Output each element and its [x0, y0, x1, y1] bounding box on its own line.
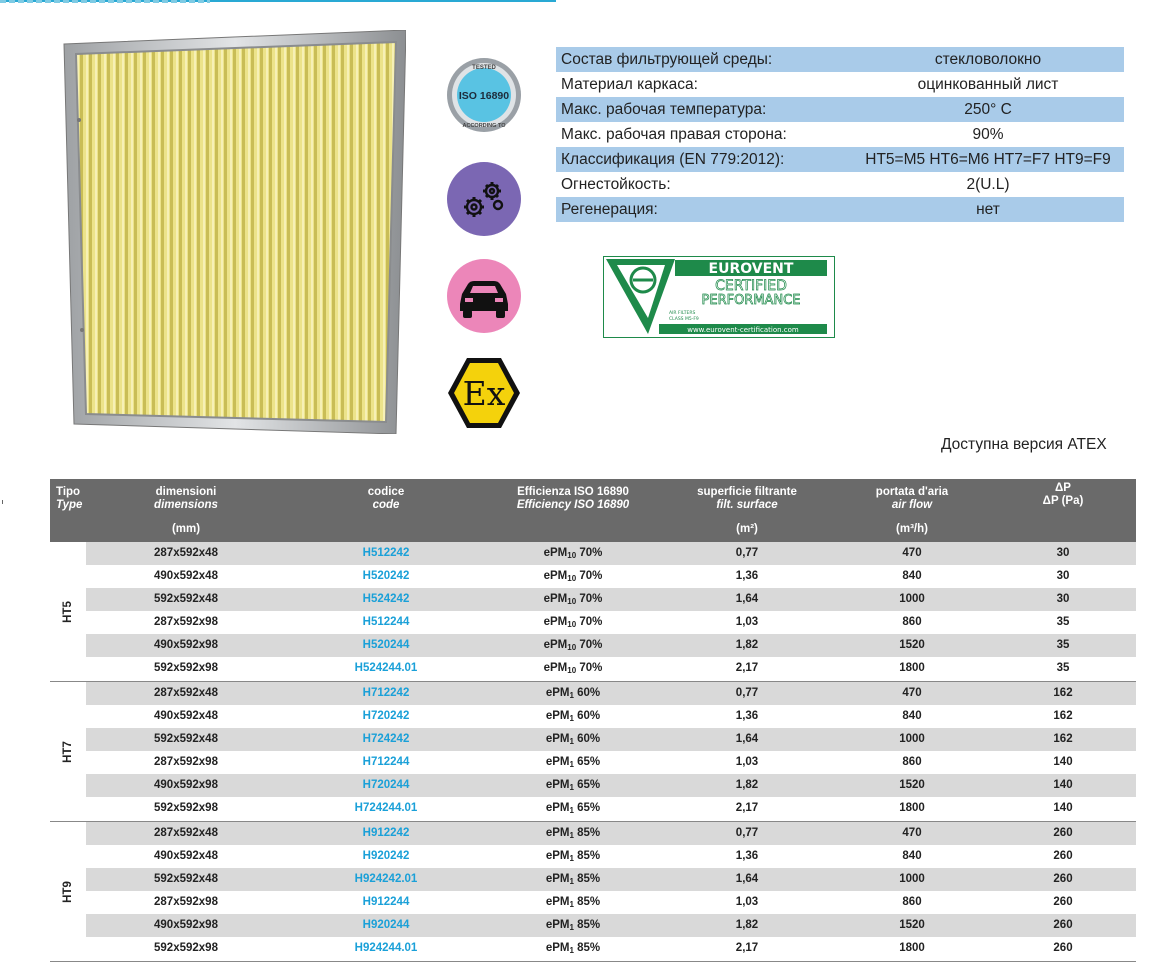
cell-product-code: H920242	[362, 850, 410, 862]
cell-air-flow: 1800	[899, 802, 925, 814]
cell-product-code: H524244.01	[354, 662, 418, 674]
cell-dimensions: 287x592x48	[154, 827, 218, 839]
cell-pressure-drop: 30	[1056, 570, 1070, 582]
efficiency-percent: 70%	[576, 616, 603, 628]
cell-efficiency	[486, 891, 660, 914]
efficiency-class: ePM	[545, 850, 570, 862]
row-group-ht7	[50, 682, 1136, 822]
efficiency-class: ePM	[543, 639, 568, 651]
cell-dimensions: 490x592x48	[154, 570, 218, 582]
header-pressure-drop	[990, 479, 1136, 542]
cell-efficiency	[486, 774, 660, 797]
header-code	[286, 479, 486, 542]
efficiency-subscript: 1	[569, 900, 574, 909]
cell-product-code: H720242	[362, 710, 410, 722]
cell-efficiency	[486, 565, 660, 588]
table-row	[86, 634, 1136, 657]
atex-ex-icon	[446, 355, 522, 431]
cell-filter-surface: 1,82	[735, 639, 759, 651]
table-row	[86, 751, 1136, 774]
efficiency-percent: 65%	[573, 802, 601, 814]
efficiency-class: ePM	[545, 919, 570, 931]
spec-value: 90%	[972, 125, 1004, 143]
specification-table	[556, 47, 1124, 222]
cell-air-flow: 860	[902, 756, 922, 768]
efficiency-class: ePM	[543, 662, 568, 674]
group-type-label	[50, 682, 86, 821]
efficiency-class: ePM	[543, 616, 568, 628]
spec-row	[556, 122, 1124, 147]
header-efficiency	[486, 479, 660, 542]
spec-label: Классификация (EN 779:2012):	[556, 147, 852, 172]
cell-efficiency	[486, 682, 660, 705]
cell-efficiency	[486, 588, 660, 611]
cell-filter-surface: 0,77	[735, 687, 759, 699]
cell-dimensions: 592x592x98	[154, 942, 218, 954]
atex-availability-note: Доступна версия ATEX	[941, 436, 1107, 453]
header-efficiency-it: Efficienza ISO 16890	[517, 486, 629, 498]
group-type-label	[50, 542, 86, 681]
group-type-label	[50, 822, 86, 961]
efficiency-class: ePM	[545, 756, 570, 768]
cell-pressure-drop: 162	[1053, 733, 1073, 745]
cell-filter-surface: 1,36	[735, 710, 759, 722]
cell-filter-surface: 0,77	[735, 547, 759, 559]
cell-air-flow: 1000	[899, 733, 925, 745]
efficiency-percent: 70%	[576, 593, 603, 605]
table-row	[86, 682, 1136, 705]
cell-dimensions: 592x592x48	[154, 873, 218, 885]
efficiency-class: ePM	[545, 827, 570, 839]
cell-product-code: H712242	[362, 687, 410, 699]
cell-product-code: H924242.01	[354, 873, 418, 885]
eurovent-certified: CERTIFIED	[715, 278, 787, 294]
cell-pressure-drop: 140	[1053, 779, 1073, 791]
header-airflow-en: air flow	[891, 499, 933, 511]
spec-label: Материал каркаса:	[561, 75, 698, 93]
table-row	[86, 728, 1136, 751]
cell-air-flow: 1000	[899, 873, 925, 885]
header-type	[50, 479, 86, 542]
table-row	[86, 845, 1136, 868]
header-dimensions-unit: (mm)	[171, 523, 201, 535]
efficiency-subscript: 10	[567, 551, 577, 560]
table-row	[86, 705, 1136, 728]
spec-label: Макс. рабочая температура:	[556, 97, 852, 122]
eurovent-title: EUROVENT	[708, 261, 794, 277]
spec-value: HT5=M5 HT6=M6 HT7=F7 HT9=F9	[852, 147, 1124, 172]
header-link-underline	[0, 0, 210, 3]
efficiency-percent: 65%	[573, 779, 601, 791]
cell-product-code: H924244.01	[354, 942, 418, 954]
cell-pressure-drop: 162	[1053, 687, 1073, 699]
header-type-it: Tipo	[56, 486, 81, 498]
efficiency-percent: 70%	[576, 639, 603, 651]
cell-filter-surface: 2,17	[735, 662, 759, 674]
efficiency-class: ePM	[545, 802, 570, 814]
efficiency-percent: 60%	[573, 710, 601, 722]
cell-dimensions: 287x592x98	[154, 756, 218, 768]
cell-dimensions: 287x592x98	[154, 616, 218, 628]
cell-product-code: H512244	[362, 616, 410, 628]
cell-air-flow: 840	[902, 850, 922, 862]
cell-air-flow: 1000	[899, 593, 925, 605]
cell-efficiency	[486, 611, 660, 634]
cell-filter-surface: 1,36	[735, 850, 759, 862]
cell-pressure-drop: 260	[1053, 873, 1073, 885]
cell-pressure-drop: 260	[1053, 827, 1073, 839]
cell-dimensions: 287x592x98	[154, 896, 218, 908]
cell-dimensions: 490x592x48	[154, 850, 218, 862]
cell-filter-surface: 1,03	[735, 896, 759, 908]
cell-pressure-drop: 260	[1053, 850, 1073, 862]
spec-value: 2(U.L)	[966, 175, 1010, 193]
cell-pressure-drop: 35	[1056, 662, 1070, 674]
cell-pressure-drop: 140	[1053, 756, 1073, 768]
ex-symbol-text: Ex	[462, 374, 506, 413]
table-row	[86, 774, 1136, 797]
efficiency-subscript: 1	[569, 806, 574, 815]
cell-efficiency	[486, 868, 660, 891]
cell-filter-surface: 1,82	[735, 779, 759, 791]
cell-product-code: H912244	[362, 896, 410, 908]
cell-efficiency	[486, 937, 660, 960]
panel-filter-image	[62, 30, 406, 434]
cell-pressure-drop: 260	[1053, 896, 1073, 908]
cell-efficiency	[486, 657, 660, 680]
spec-label: Состав фильтрующей среды:	[556, 47, 852, 72]
cell-air-flow: 840	[902, 710, 922, 722]
cell-efficiency	[486, 705, 660, 728]
cell-filter-surface: 0,77	[735, 827, 759, 839]
eurovent-small-2: CLASS M5-F9	[669, 317, 699, 322]
efficiency-subscript: 10	[567, 643, 577, 652]
cell-dimensions: 287x592x48	[154, 547, 218, 559]
table-row	[86, 914, 1136, 937]
efficiency-class: ePM	[545, 896, 570, 908]
efficiency-subscript: 1	[569, 714, 574, 723]
efficiency-class: ePM	[545, 710, 570, 722]
header-code-en: code	[372, 499, 400, 511]
table-row	[86, 588, 1136, 611]
efficiency-class: ePM	[543, 570, 568, 582]
cell-product-code: H920244	[362, 919, 410, 931]
spec-label: Регенерация:	[556, 197, 852, 222]
cell-efficiency	[486, 728, 660, 751]
header-surface-en: filt. surface	[716, 499, 778, 511]
spec-row	[556, 197, 1124, 222]
cell-air-flow: 1800	[899, 942, 925, 954]
cell-air-flow: 470	[902, 827, 922, 839]
cell-dimensions: 287x592x48	[154, 687, 218, 699]
spec-row	[556, 47, 1124, 72]
efficiency-subscript: 10	[567, 597, 577, 606]
efficiency-percent: 85%	[573, 873, 601, 885]
header-airflow-unit: (m³/h)	[896, 523, 928, 535]
cell-product-code: H520242	[362, 570, 410, 582]
cell-efficiency	[486, 914, 660, 937]
cell-air-flow: 840	[902, 570, 922, 582]
header-surface-unit: (m²)	[736, 523, 758, 535]
cell-product-code: H712244	[362, 756, 410, 768]
group-type-text: HT9	[61, 880, 74, 903]
cell-product-code: H912242	[362, 827, 410, 839]
cell-efficiency	[486, 751, 660, 774]
cell-filter-surface: 1,64	[735, 873, 759, 885]
margin-tick	[2, 500, 3, 504]
iso-badge-top-text: TESTED	[472, 65, 496, 71]
cell-pressure-drop: 35	[1056, 639, 1070, 651]
efficiency-class: ePM	[543, 593, 568, 605]
header-dimensions-en: dimensions	[154, 499, 218, 511]
efficiency-percent: 85%	[573, 850, 601, 862]
cell-efficiency	[486, 542, 660, 565]
cell-efficiency	[486, 634, 660, 657]
table-row	[86, 565, 1136, 588]
cell-pressure-drop: 162	[1053, 710, 1073, 722]
spec-row	[556, 172, 1124, 197]
cell-air-flow: 860	[902, 896, 922, 908]
table-row	[86, 937, 1136, 960]
efficiency-subscript: 1	[569, 923, 574, 932]
cell-efficiency	[486, 822, 660, 845]
efficiency-subscript: 1	[569, 831, 574, 840]
efficiency-percent: 85%	[573, 896, 601, 908]
efficiency-percent: 70%	[576, 662, 603, 674]
efficiency-percent: 65%	[573, 756, 601, 768]
spec-label: Огнестойкость:	[561, 175, 671, 193]
row-group-ht9	[50, 822, 1136, 962]
efficiency-class: ePM	[545, 779, 570, 791]
efficiency-class: ePM	[545, 873, 570, 885]
cell-dimensions: 490x592x98	[154, 919, 218, 931]
cell-pressure-drop: 35	[1056, 616, 1070, 628]
efficiency-subscript: 10	[567, 620, 577, 629]
cell-pressure-drop: 260	[1053, 942, 1073, 954]
cell-filter-surface: 2,17	[735, 942, 759, 954]
car-icon	[446, 258, 522, 334]
cell-air-flow: 1800	[899, 662, 925, 674]
efficiency-subscript: 1	[569, 854, 574, 863]
cell-filter-surface: 1,36	[735, 570, 759, 582]
cell-product-code: H520244	[362, 639, 410, 651]
spec-value: нет	[852, 197, 1124, 222]
table-row	[86, 891, 1136, 914]
cell-dimensions: 490x592x48	[154, 710, 218, 722]
cell-product-code: H512242	[362, 547, 410, 559]
spec-value: 250° C	[852, 97, 1124, 122]
table-row	[86, 797, 1136, 820]
iso-badge-center-text: ISO 16890	[458, 90, 510, 102]
table-header	[50, 479, 1136, 542]
efficiency-class: ePM	[545, 733, 570, 745]
cell-dimensions: 490x592x98	[154, 779, 218, 791]
cell-dimensions: 592x592x48	[154, 733, 218, 745]
efficiency-percent: 85%	[573, 942, 601, 954]
efficiency-percent: 70%	[576, 570, 603, 582]
cell-air-flow: 470	[902, 547, 922, 559]
cell-air-flow: 860	[902, 616, 922, 628]
header-surface	[660, 479, 834, 542]
spec-row	[556, 97, 1124, 122]
efficiency-subscript: 1	[569, 760, 574, 769]
header-airflow	[834, 479, 990, 542]
header-dimensions	[86, 479, 286, 542]
header-type-en: Type	[56, 499, 83, 511]
row-group-ht5	[50, 542, 1136, 682]
header-dimensions-it: dimensioni	[155, 486, 217, 498]
gears-icon	[446, 161, 522, 237]
group-type-text: HT5	[61, 600, 74, 623]
group-type-text: HT7	[61, 740, 74, 763]
efficiency-percent: 60%	[573, 733, 601, 745]
table-row	[86, 822, 1136, 845]
eurovent-small-1: AIR FILTERS	[669, 311, 696, 316]
iso-badge-bottom-text: ACCORDING TO	[462, 123, 506, 129]
header-efficiency-en: Efficiency ISO 16890	[516, 499, 630, 511]
cell-filter-surface: 1,03	[735, 756, 759, 768]
efficiency-class: ePM	[545, 687, 570, 699]
cell-efficiency	[486, 845, 660, 868]
eurovent-url: www.eurovent-certification.com	[687, 326, 799, 334]
cell-air-flow: 1520	[899, 779, 925, 791]
header-airflow-it: portata d'aria	[875, 486, 949, 498]
header-surface-it: superficie filtrante	[697, 486, 797, 498]
eurovent-performance: PERFORMANCE	[701, 293, 801, 308]
cell-dimensions: 592x592x98	[154, 802, 218, 814]
efficiency-percent: 85%	[573, 919, 601, 931]
cell-dimensions: 490x592x98	[154, 639, 218, 651]
header-code-it: codice	[367, 486, 405, 498]
table-body	[50, 542, 1136, 962]
cell-dimensions: 592x592x98	[154, 662, 218, 674]
efficiency-percent: 60%	[573, 687, 601, 699]
header-dp-it: ΔP	[1055, 482, 1071, 494]
cell-filter-surface: 1,03	[735, 616, 759, 628]
cell-product-code: H524242	[362, 593, 410, 605]
cell-pressure-drop: 140	[1053, 802, 1073, 814]
efficiency-percent: 70%	[576, 547, 603, 559]
table-row	[86, 611, 1136, 634]
cell-pressure-drop: 260	[1053, 919, 1073, 931]
spec-label: Макс. рабочая правая сторона:	[561, 125, 787, 143]
product-table	[50, 479, 1136, 962]
cell-pressure-drop: 30	[1056, 547, 1070, 559]
efficiency-subscript: 1	[569, 877, 574, 886]
efficiency-class: ePM	[545, 942, 570, 954]
efficiency-subscript: 10	[567, 574, 577, 583]
efficiency-class: ePM	[543, 547, 568, 559]
cell-air-flow: 470	[902, 687, 922, 699]
cell-product-code: H720244	[362, 779, 410, 791]
efficiency-subscript: 1	[569, 737, 574, 746]
iso-16890-badge-icon	[446, 57, 522, 133]
cell-filter-surface: 1,64	[735, 593, 759, 605]
efficiency-subscript: 10	[567, 666, 577, 675]
efficiency-subscript: 1	[569, 946, 574, 955]
efficiency-subscript: 1	[569, 783, 574, 792]
cell-pressure-drop: 30	[1056, 593, 1070, 605]
eurovent-certified-logo	[603, 256, 835, 338]
cell-product-code: H724242	[362, 733, 410, 745]
spec-value: стекловолокно	[852, 47, 1124, 72]
spec-value: оцинкованный лист	[917, 75, 1059, 93]
cell-product-code: H724244.01	[354, 802, 418, 814]
cell-filter-surface: 1,64	[735, 733, 759, 745]
header-dp-en: ΔP (Pa)	[1042, 495, 1084, 507]
table-row	[86, 657, 1136, 680]
spec-row	[556, 147, 1124, 172]
cell-air-flow: 1520	[899, 639, 925, 651]
spec-row	[556, 72, 1124, 97]
efficiency-percent: 85%	[573, 827, 601, 839]
cell-filter-surface: 2,17	[735, 802, 759, 814]
cell-air-flow: 1520	[899, 919, 925, 931]
table-row	[86, 542, 1136, 565]
table-row	[86, 868, 1136, 891]
cell-filter-surface: 1,82	[735, 919, 759, 931]
cell-efficiency	[486, 797, 660, 820]
efficiency-subscript: 1	[569, 691, 574, 700]
cell-dimensions: 592x592x48	[154, 593, 218, 605]
